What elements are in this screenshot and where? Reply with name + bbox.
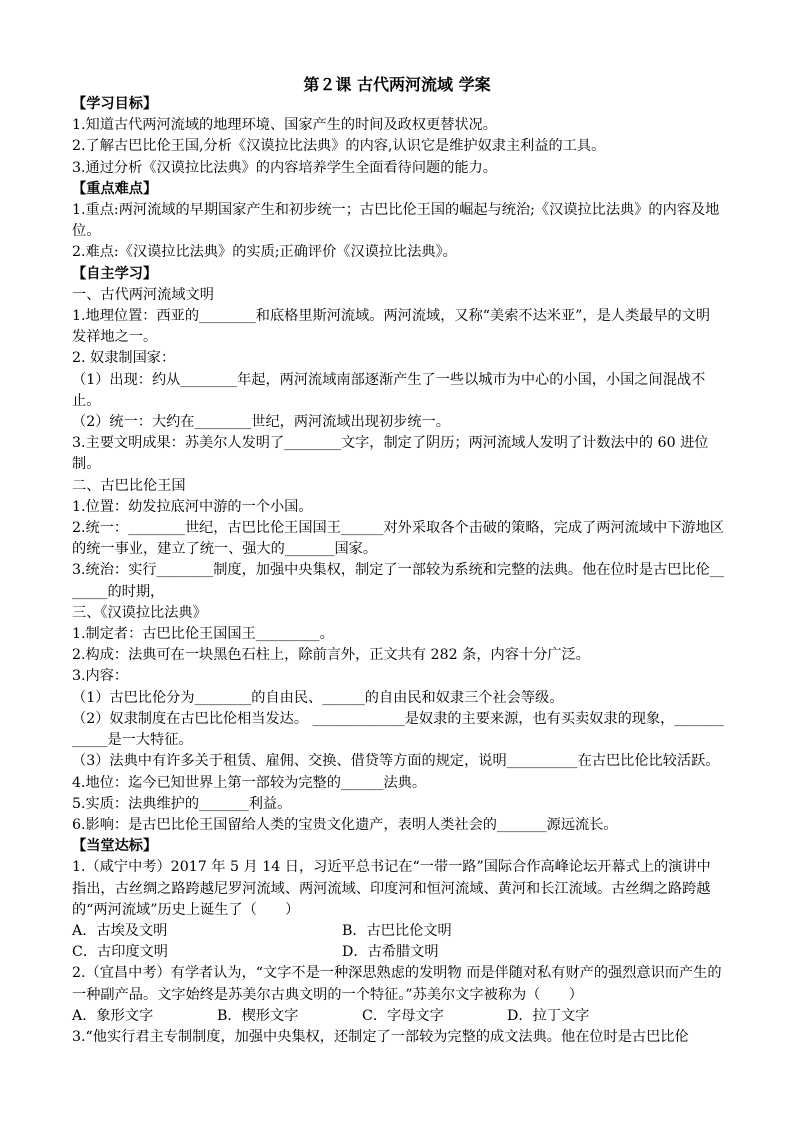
option-a: A．象形文字 <box>72 1007 154 1024</box>
study-item: 2. 奴隶制国家： <box>72 350 176 367</box>
worksheet-body <box>72 94 724 1048</box>
option-d: D．古希腊文明 <box>342 944 439 961</box>
question-3: 3.“他实行君主专制制度，加强中央集权，还制定了一部较为完整的成文法典。他在位时是古巴比伦 <box>72 1028 689 1045</box>
study-item: （2）统一：大约在________世纪，两河流域出现初步统一。 <box>72 414 450 431</box>
goals-heading: 【学习目标】 <box>72 96 158 112</box>
question-2: 2.（宜昌中考）有学者认为，“文字不是一种深思熟虑的发明物 而是伴随对私有财产的强烈意识而产生的一种副产品。文字始终是苏美尔古典文明的一个特征。”苏美尔文字被称为（ ） <box>72 965 722 1003</box>
practice-heading: 【当堂达标】 <box>72 838 158 855</box>
option-d: D．拉丁文字 <box>507 1007 590 1024</box>
goal-item: 1.知道古代两河流域的地理环境、国家产生的时间及政权更替状况。 <box>72 117 497 134</box>
study-item: （1）古巴比伦分为________的自由民、______的自由民和奴隶三个社会等级。 <box>72 689 564 706</box>
study-item: 3.主要文明成果：苏美尔人发明了________文字，制定了阴历；两河流域人发明了计数法中的 60 进位制。 <box>72 435 709 473</box>
study-item: 4.地位：迄今已知世界上第一部较为完整的______法典。 <box>72 774 427 791</box>
option-c: C．字母文字 <box>362 1007 444 1024</box>
question-1-options-row-1 <box>72 921 724 942</box>
study-item: 1.制定者：古巴比伦王国国王_________。 <box>72 626 334 643</box>
option-c: C．古印度文明 <box>72 944 168 961</box>
question-1: 1.（咸宁中考）2017 年 5 月 14 日，习近平总书记在“一带一路”国际合作高峰论坛开幕式上的演讲中指出，古丝绸之路跨越尼罗河流域、两河流域、印度河和恒河流域、黄河和长江流域。古丝绸之路跨越的“两河流域”历史上诞生了（ ） <box>72 859 711 918</box>
study-subheading: 三、《汉谟拉比法典》 <box>72 604 207 621</box>
study-subheading: 二、古巴比伦王国 <box>72 477 186 494</box>
option-a: A．古埃及文明 <box>72 922 168 939</box>
question-2-options <box>72 1006 724 1027</box>
study-item: 2.统一：________世纪，古巴比伦王国国王______对外采取各个击破的策略，完成了两河流域中下游地区的统一事业，建立了统一、强大的_______国家。 <box>72 520 724 558</box>
goal-item: 3.通过分析《汉谟拉比法典》的内容培养学生全面看待问题的能力。 <box>72 159 497 176</box>
key-heading: 【重点难点】 <box>72 180 158 197</box>
study-item: 3.内容： <box>72 668 129 685</box>
option-b: B．楔形文字 <box>217 1007 299 1024</box>
goal-item: 2.了解古巴比伦王国,分析《汉谟拉比法典》的内容,认识它是维护奴隶主利益的工具。 <box>72 138 606 155</box>
study-item: 3.统治：实行________制度，加强中央集权，制定了一部较为系统和完整的法典。他在位时是古巴比伦_______的时期， <box>72 562 724 600</box>
page-title: 第２课 古代两河流域 学案 <box>303 75 491 94</box>
study-item: （2）奴隶制度在古巴比伦相当发达。 _____________是奴隶的主要来源，也有买卖奴隶的现象，____________是一大特征。 <box>72 710 724 749</box>
study-item: 1.位置：幼发拉底河中游的一个小国。 <box>72 498 313 515</box>
option-b: B．古巴比伦文明 <box>342 922 452 939</box>
study-item: （1）出现：约从________年起，两河流域南部逐渐产生了一些以城市为中心的小国，小国之间混战不止。 <box>72 371 706 409</box>
key-item: 1.重点:两河流域的早期国家产生和初步统一；古巴比伦王国的崛起与统治;《汉谟拉比法典》的内容及地位。 <box>72 202 720 240</box>
study-item: 2.构成：法典可在一块黑色石柱上，除前言外，正文共有 282 条，内容十分广泛。 <box>72 647 590 664</box>
study-item: （3）法典中有许多关于租赁、雇佣、交换、借贷等方面的规定，说明__________在古巴比伦比较活跃。 <box>72 753 720 770</box>
study-item: 1.地理位置：西亚的________和底格里斯河流域。两河流域，又称“美索不达米亚”，是人类最早的文明发祥地之一。 <box>72 308 711 346</box>
question-1-options-row-2 <box>72 942 724 963</box>
key-item: 2.难点:《汉谟拉比法典》的实质;正确评价《汉谟拉比法典》。 <box>72 244 457 261</box>
study-item: 6.影响：是古巴比伦王国留给人类的宝贵文化遗产，表明人类社会的_______源远流长。 <box>72 816 618 833</box>
study-item: 5.实质：法典维护的_______利益。 <box>72 795 292 812</box>
self-study-heading: 【自主学习】 <box>72 265 158 282</box>
study-subheading: 一、古代两河流域文明 <box>72 286 214 303</box>
